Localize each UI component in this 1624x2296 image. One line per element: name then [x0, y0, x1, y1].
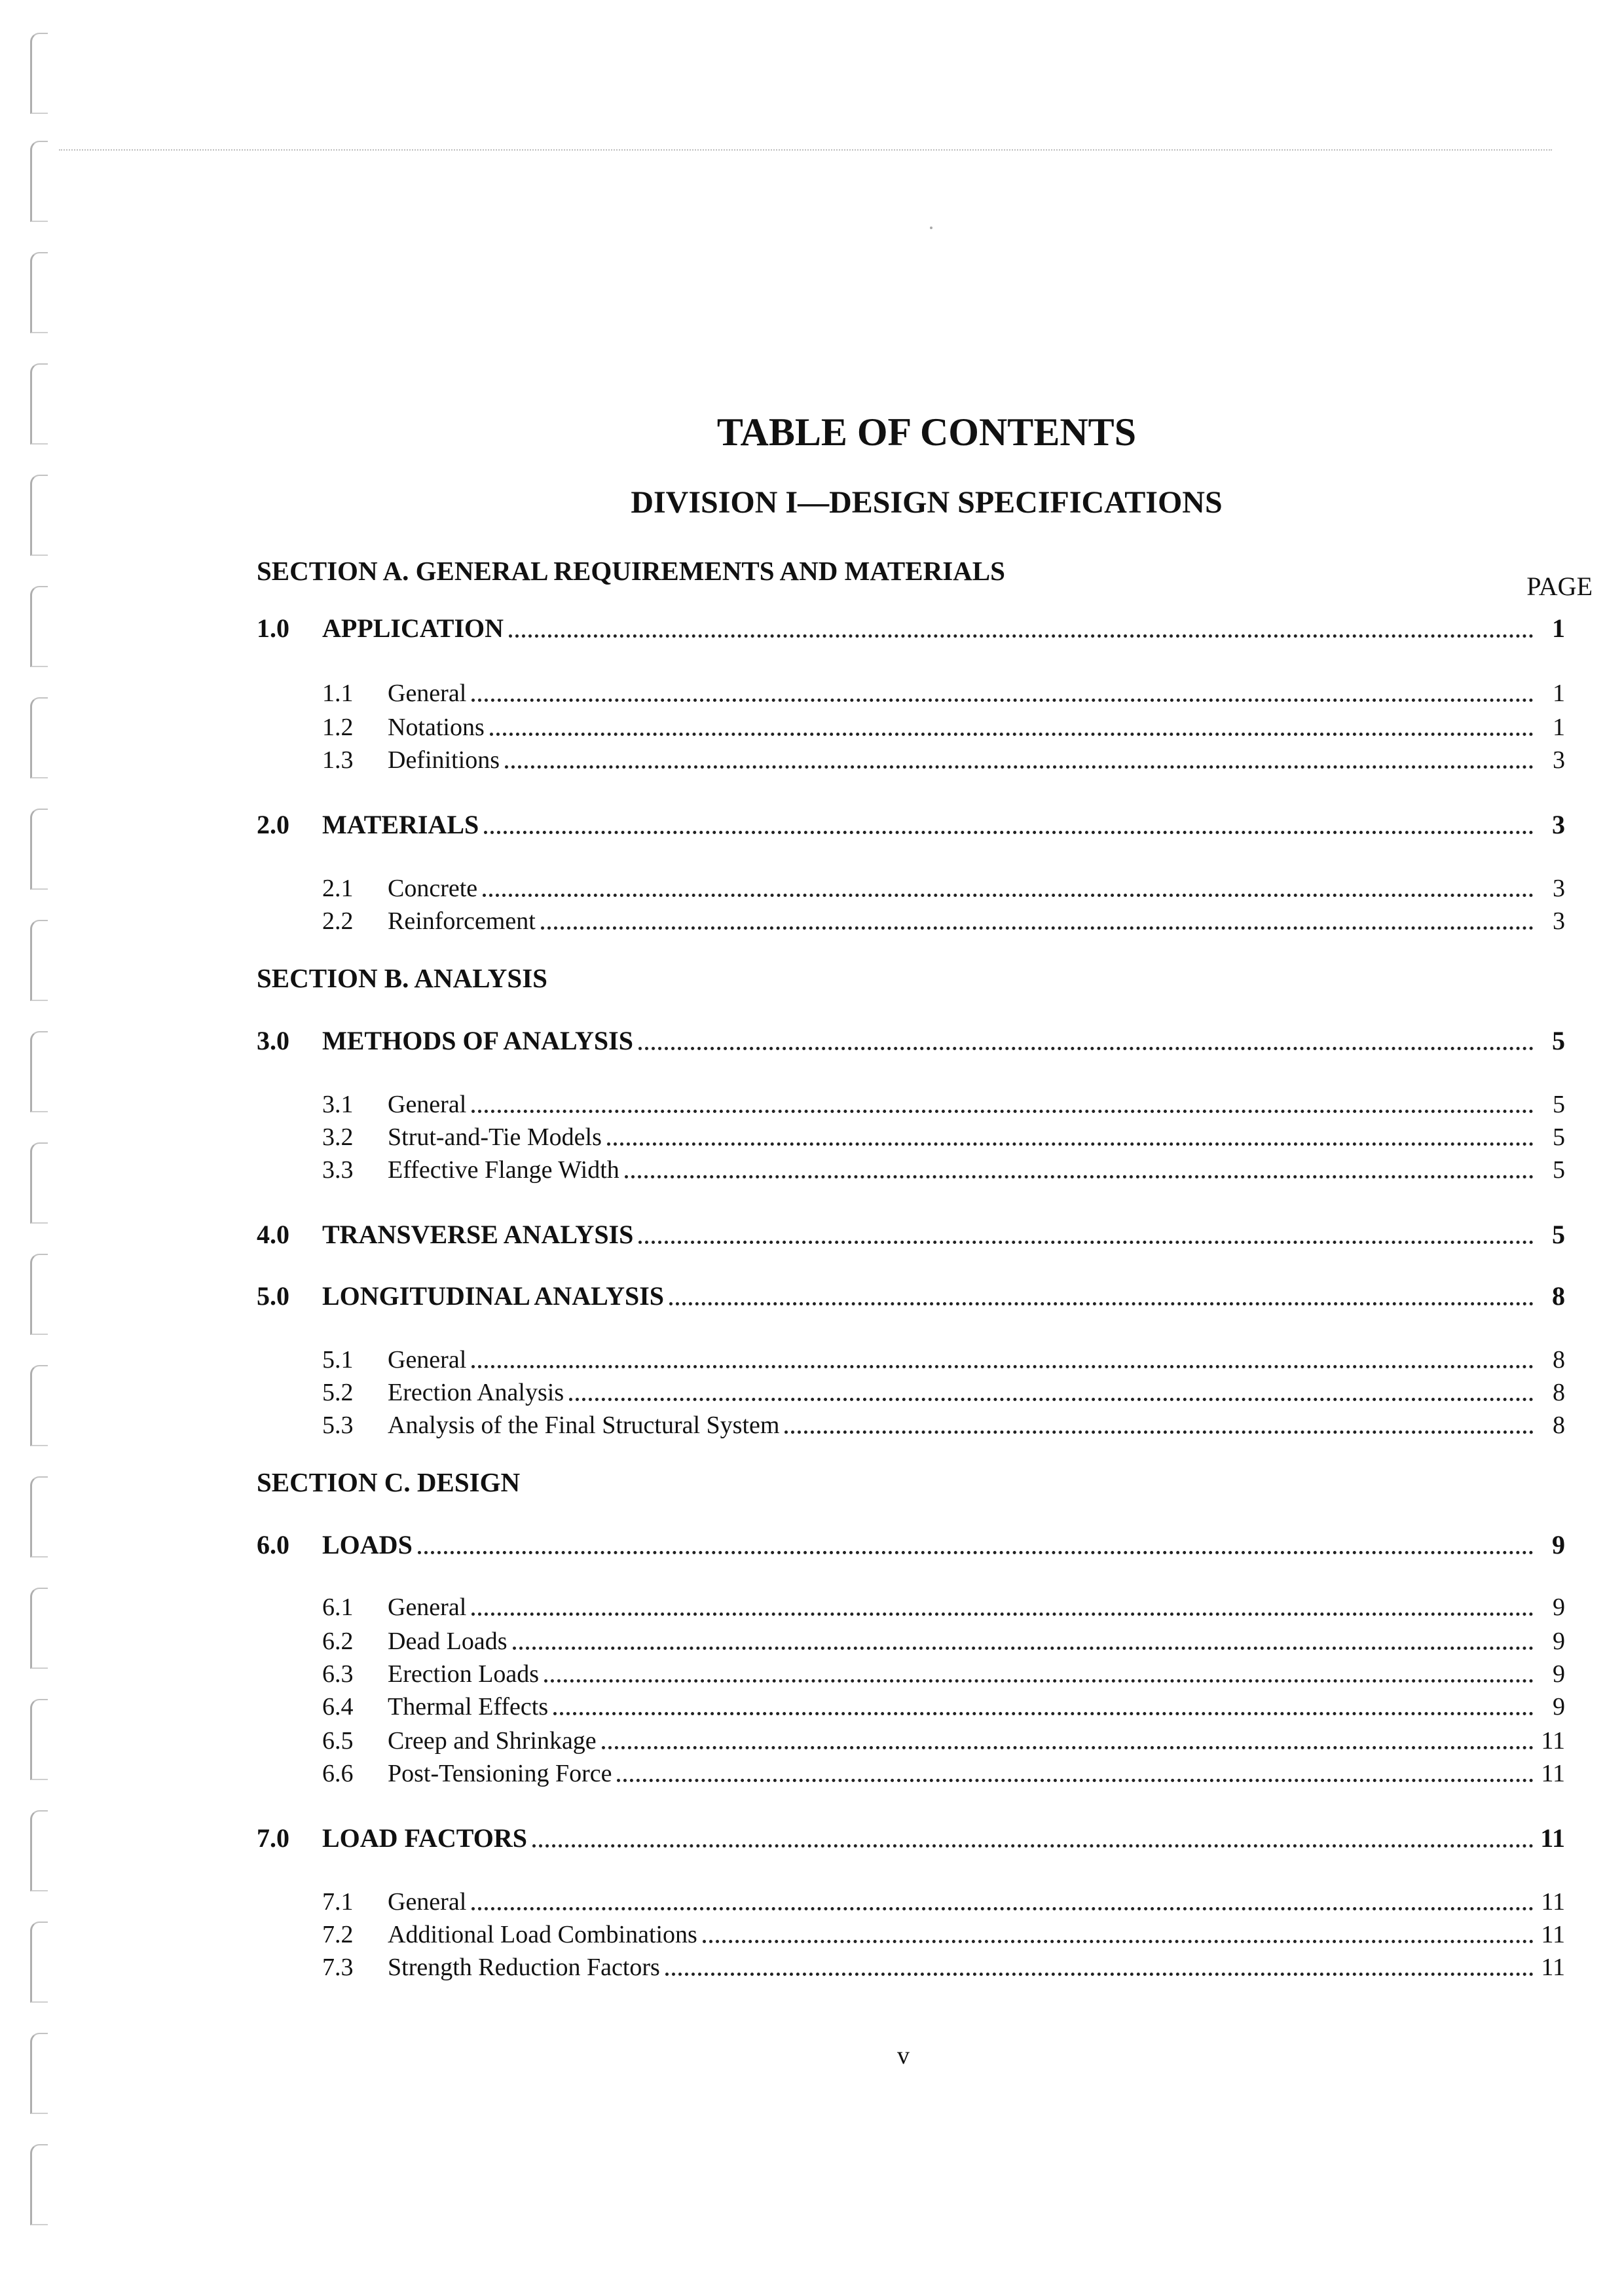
toc-subsection-entry[interactable] — [257, 901, 1565, 934]
entry-page-number: 9 — [1553, 1628, 1565, 1655]
entry-number: 6.4 — [322, 1693, 354, 1721]
entry-title: APPLICATION — [322, 613, 504, 643]
entry-page-number: 1 — [1552, 613, 1565, 643]
toc-subsection-entry[interactable] — [257, 1150, 1565, 1182]
entry-number: 6.3 — [322, 1660, 354, 1688]
entry-title: Reinforcement — [388, 907, 536, 935]
dot-leader — [490, 733, 1534, 736]
dot-leader — [617, 1779, 1534, 1782]
toc-subsection-entry[interactable] — [257, 1621, 1565, 1654]
dot-leader — [483, 894, 1534, 897]
toc-subsection-entry[interactable] — [257, 1947, 1565, 1980]
entry-title: MATERIALS — [322, 810, 479, 839]
toc-chapter-entry[interactable] — [257, 1215, 1565, 1248]
toc-subsection-entry[interactable] — [257, 1686, 1565, 1719]
entry-number: 1.2 — [322, 714, 354, 741]
footer-page-number: v — [897, 2042, 910, 2069]
dot-leader — [602, 1746, 1534, 1749]
toc-chapter-entry[interactable] — [257, 1819, 1565, 1851]
entry-number: 6.1 — [322, 1594, 354, 1621]
entry-number: 2.0 — [257, 810, 289, 839]
entry-number: 6.2 — [322, 1628, 354, 1655]
entry-title: METHODS OF ANALYSIS — [322, 1026, 633, 1055]
dot-leader — [418, 1551, 1534, 1554]
entry-number: 7.0 — [257, 1823, 289, 1853]
entry-page-number: 3 — [1553, 907, 1565, 935]
dot-leader — [665, 1973, 1534, 1976]
toc-subsection-entry[interactable] — [257, 1339, 1565, 1372]
dot-leader — [471, 1613, 1534, 1616]
entry-number: 3.2 — [322, 1123, 354, 1151]
entry-number: 2.1 — [322, 875, 354, 902]
entry-number: 1.0 — [257, 613, 289, 643]
entry-number: 1.3 — [322, 746, 354, 774]
entry-page-number: 11 — [1541, 1921, 1565, 1948]
toc-subsection-entry[interactable] — [257, 1117, 1565, 1150]
entry-page-number: 8 — [1553, 1346, 1565, 1374]
entry-page-number: 8 — [1553, 1379, 1565, 1406]
toc-subsection-entry[interactable] — [257, 1587, 1565, 1620]
entry-number: 4.0 — [257, 1220, 289, 1249]
entry-number: 2.2 — [322, 907, 354, 935]
entry-page-number: 11 — [1541, 1954, 1565, 1981]
dot-leader — [553, 1712, 1534, 1715]
entry-title: General — [388, 1091, 467, 1118]
entry-page-number: 1 — [1553, 680, 1565, 707]
toc-chapter-entry[interactable] — [257, 1525, 1565, 1558]
entry-page-number: 3 — [1552, 810, 1565, 839]
toc-chapter-entry[interactable] — [257, 1277, 1565, 1309]
entry-title: Notations — [388, 714, 485, 741]
entry-page-number: 3 — [1553, 875, 1565, 902]
entry-title: Definitions — [388, 746, 500, 774]
entry-number: 7.3 — [322, 1954, 354, 1981]
dot-leader — [625, 1175, 1534, 1178]
entry-title: Thermal Effects — [388, 1693, 549, 1721]
entry-title: Concrete — [388, 875, 478, 902]
entry-title: General — [388, 1346, 467, 1374]
division-subtitle: DIVISION I—DESIGN SPECIFICATIONS — [631, 485, 1223, 520]
entry-number: 3.1 — [322, 1091, 354, 1118]
toc-subsection-entry[interactable] — [257, 673, 1565, 706]
entry-title: Erection Analysis — [388, 1379, 564, 1406]
binder-margin — [25, 0, 64, 2296]
entry-page-number: 11 — [1541, 1888, 1565, 1916]
dot-leader — [471, 1907, 1534, 1910]
page-title: TABLE OF CONTENTS — [716, 410, 1137, 454]
dot-leader — [505, 765, 1534, 769]
toc-subsection-entry[interactable] — [257, 740, 1565, 773]
entry-number: 6.5 — [322, 1727, 354, 1755]
entry-page-number: 5 — [1553, 1123, 1565, 1151]
entry-number: 7.2 — [322, 1921, 354, 1948]
page-column-label: PAGE — [1526, 572, 1593, 601]
entry-page-number: 5 — [1552, 1026, 1565, 1055]
toc-chapter-entry[interactable] — [257, 609, 1565, 642]
dot-leader — [509, 634, 1534, 638]
toc-chapter-entry[interactable] — [257, 1021, 1565, 1054]
entry-number: 3.0 — [257, 1026, 289, 1055]
toc-subsection-entry[interactable] — [257, 1753, 1565, 1786]
dot-leader — [532, 1844, 1534, 1848]
entry-title: Erection Loads — [388, 1660, 540, 1688]
toc-subsection-entry[interactable] — [257, 868, 1565, 901]
entry-page-number: 5 — [1552, 1220, 1565, 1249]
entry-number: 1.1 — [322, 680, 354, 707]
entry-number: 6.6 — [322, 1760, 354, 1787]
entry-title: Creep and Shrinkage — [388, 1727, 597, 1755]
entry-page-number: 9 — [1552, 1530, 1565, 1559]
toc-subsection-entry[interactable] — [257, 1405, 1565, 1438]
entry-title: LONGITUDINAL ANALYSIS — [322, 1281, 665, 1311]
dot-leader — [513, 1647, 1534, 1650]
dot-leader — [638, 1047, 1534, 1050]
entry-title: LOADS — [322, 1530, 413, 1559]
entry-title: General — [388, 680, 467, 707]
toc-subsection-entry[interactable] — [257, 1654, 1565, 1686]
dot-leader — [703, 1940, 1534, 1943]
toc-subsection-entry[interactable] — [257, 1882, 1565, 1914]
section-heading: SECTION B. ANALYSIS — [257, 963, 547, 993]
entry-number: 5.3 — [322, 1412, 354, 1439]
dot-leader — [638, 1241, 1534, 1244]
toc-subsection-entry[interactable] — [257, 1372, 1565, 1405]
dot-leader — [784, 1430, 1534, 1434]
entry-page-number: 8 — [1553, 1412, 1565, 1439]
toc-chapter-entry[interactable] — [257, 805, 1565, 838]
entry-title: General — [388, 1888, 467, 1916]
entry-page-number: 1 — [1553, 714, 1565, 741]
dot-leader — [471, 1110, 1534, 1113]
entry-title: Dead Loads — [388, 1628, 507, 1655]
dot-leader — [544, 1679, 1534, 1683]
toc-subsection-entry[interactable] — [257, 1721, 1565, 1753]
entry-page-number: 11 — [1540, 1823, 1565, 1853]
entry-number: 6.0 — [257, 1530, 289, 1559]
entry-page-number: 5 — [1553, 1091, 1565, 1118]
entry-number: 5.1 — [322, 1346, 354, 1374]
entry-number: 5.2 — [322, 1379, 354, 1406]
entry-title: General — [388, 1594, 467, 1621]
entry-page-number: 8 — [1552, 1281, 1565, 1311]
toc-subsection-entry[interactable] — [257, 1084, 1565, 1117]
dot-leader — [669, 1302, 1534, 1305]
entry-title: Post-Tensioning Force — [388, 1760, 612, 1787]
entry-page-number: 9 — [1553, 1594, 1565, 1621]
scan-artifact-line — [59, 149, 1552, 151]
entry-title: LOAD FACTORS — [322, 1823, 528, 1853]
dot-leader — [484, 831, 1534, 834]
entry-title: Strut-and-Tie Models — [388, 1123, 602, 1151]
entry-title: Effective Flange Width — [388, 1156, 619, 1184]
toc-subsection-entry[interactable] — [257, 1914, 1565, 1947]
entry-title: Strength Reduction Factors — [388, 1954, 660, 1981]
dot-leader — [471, 699, 1534, 702]
entry-number: 7.1 — [322, 1888, 354, 1916]
dot-leader — [607, 1142, 1534, 1146]
toc-subsection-entry[interactable] — [257, 707, 1565, 740]
section-heading: SECTION C. DESIGN — [257, 1467, 521, 1497]
entry-page-number: 9 — [1553, 1660, 1565, 1688]
section-heading: SECTION A. GENERAL REQUIREMENTS AND MATERIALS — [257, 556, 1005, 586]
dot-leader — [471, 1365, 1534, 1368]
entry-page-number: 9 — [1553, 1693, 1565, 1721]
entry-title: TRANSVERSE ANALYSIS — [322, 1220, 634, 1249]
dot-leader — [569, 1398, 1534, 1401]
scan-artifact-dot — [930, 227, 932, 229]
entry-page-number: 11 — [1541, 1727, 1565, 1755]
entry-page-number: 11 — [1541, 1760, 1565, 1787]
dot-leader — [541, 926, 1534, 930]
entry-page-number: 3 — [1553, 746, 1565, 774]
entry-title: Additional Load Combinations — [388, 1921, 697, 1948]
entry-number: 5.0 — [257, 1281, 289, 1311]
entry-page-number: 5 — [1553, 1156, 1565, 1184]
entry-title: Analysis of the Final Structural System — [388, 1412, 780, 1439]
entry-number: 3.3 — [322, 1156, 354, 1184]
